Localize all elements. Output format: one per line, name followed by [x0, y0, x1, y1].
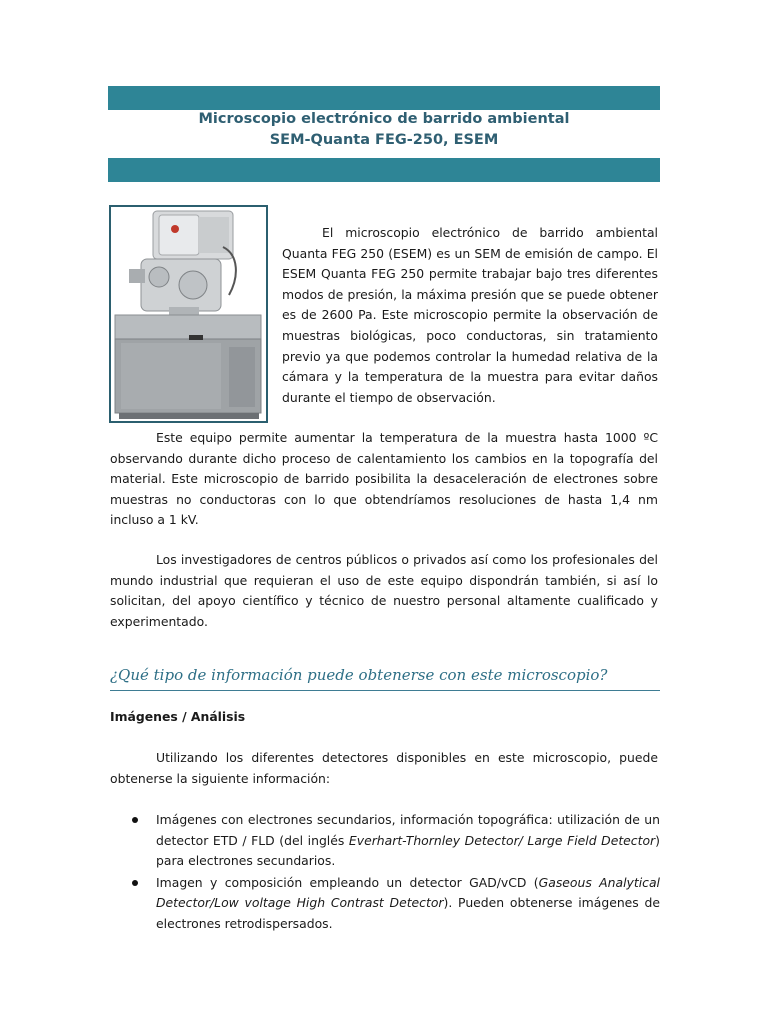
header-band-bottom [108, 158, 660, 182]
title-line-2: SEM-Quanta FEG-250, ESEM [269, 132, 499, 148]
list-item-text: Imágenes con electrones secundarios, información topográfica: utilización de un detector ETD / FLD (del inglés [156, 812, 660, 848]
section-question-heading: ¿Qué tipo de información puede obtenerse con este microscopio? [110, 666, 608, 684]
document-title [108, 109, 660, 151]
list-item-text: Imagen y composición empleando un detector GAD/vCD ( [156, 874, 539, 890]
list-item-text-end: ). Pueden obtenerse imágenes de electrones retrodispersados. [156, 895, 660, 931]
bullet-icon [132, 817, 138, 823]
microscope-photo [109, 205, 268, 423]
list-item [110, 810, 660, 872]
intro-paragraph: El microscopio electrónico de barrido ambiental Quanta FEG 250 (ESEM) es un SEM de emisión de campo. El ESEM Quanta FEG 250 permite trabajar bajo tres diferentes modos de presión, la máxima presión que se puede obtener es de 2600 Pa. Este microscopio permite la observación de muestras biológicas, poco conductoras, sin tratamiento previo ya que podemos controlar la humedad relativa de la cámara y la temperatura de la muestra para evitar daños durante el tiempo de observación. [282, 225, 658, 405]
section-subheading: Imágenes / Análisis [110, 709, 246, 724]
list-item-italic: Everhart-Thornley Detector/ Large Field Detector [348, 832, 656, 848]
list-item-italic: Gaseous Analytical Detector/Low voltage High Contrast Detector [156, 874, 660, 911]
paragraph-researchers: Los investigadores de centros públicos o privados así como los profesionales del mundo industrial que requieran el uso de este equipo dispondrán también, si así lo solicitan, del apoyo científico y técnico de nuestro personal altamente cualificado y experimentado. [110, 552, 658, 629]
paragraph-temperature: Este equipo permite aumentar la temperatura de la muestra hasta 1000 ºC observando durante dicho proceso de calentamiento los cambios en la topografía del material. Este microscopio de barrido posibilita la desaceleración de electrones sobre muestras no conductoras con lo que obtendríamos resoluciones de hasta 1,4 nm incluso a 1 kV. [110, 430, 658, 528]
detector-list [110, 810, 660, 936]
bullet-icon [132, 880, 138, 886]
title-line-1: Microscopio electrónico de barrido ambiental [198, 111, 570, 127]
microscope-illustration [111, 207, 266, 421]
section-lead-paragraph: Utilizando los diferentes detectores disponibles en este microscopio, puede obtenerse la siguiente información: [110, 750, 658, 786]
section-rule [110, 690, 660, 691]
header-band-top [108, 86, 660, 110]
list-item-text-end: ) para electrones secundarios. [156, 832, 660, 869]
list-item [110, 873, 660, 935]
